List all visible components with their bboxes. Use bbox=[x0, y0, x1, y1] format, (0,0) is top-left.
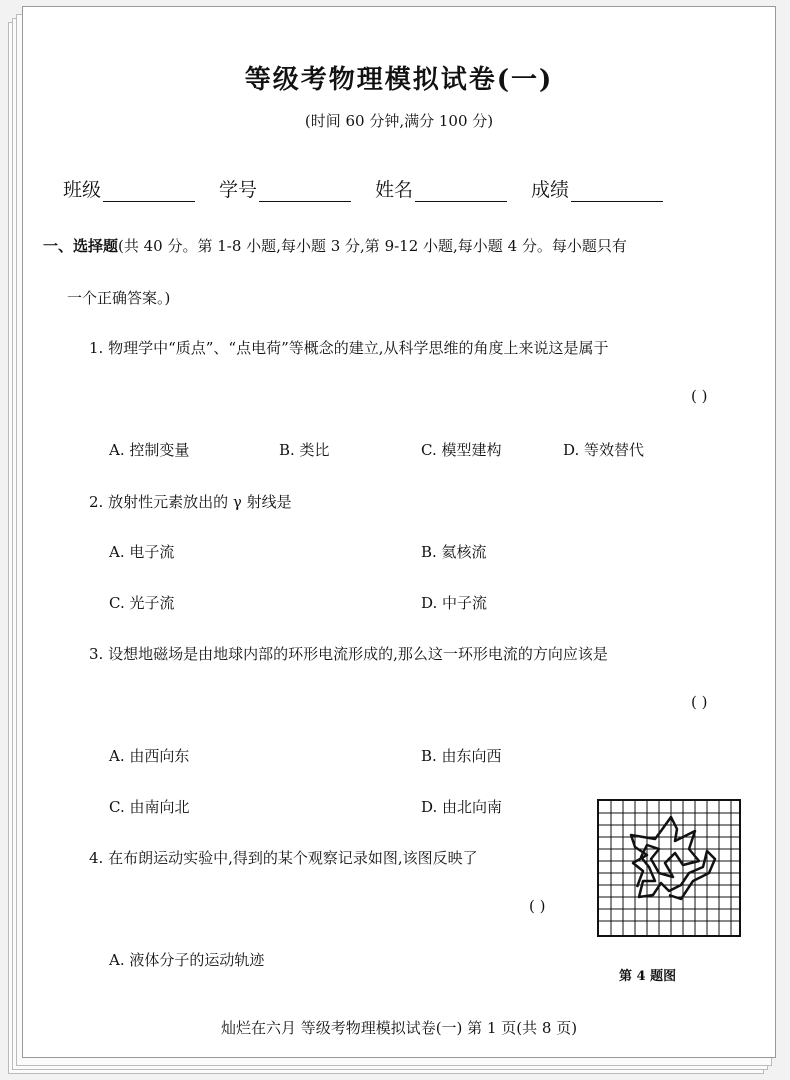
exam-subtitle: (时间 60 分钟,满分 100 分) bbox=[304, 112, 494, 130]
exam-title: 等级考物理模拟试卷(一) bbox=[244, 65, 554, 95]
section-heading: 一、选择题 bbox=[43, 237, 119, 255]
q2-option-b: B. 氦核流 bbox=[421, 543, 487, 561]
q2-option-d: D. 中子流 bbox=[421, 594, 488, 612]
q2-option-c: C. 光子流 bbox=[109, 594, 175, 612]
blank-line bbox=[571, 181, 663, 202]
info-label: 成绩 bbox=[531, 179, 570, 201]
q1-option-c: C. 模型建构 bbox=[421, 441, 502, 459]
section-description-cont: 一个正确答案。) bbox=[67, 289, 171, 307]
question-1-stem: 1. 物理学中“质点”、“点电荷”等概念的建立,从科学思维的角度上来说这是属于 bbox=[89, 339, 609, 357]
question-3-stem: 3. 设想地磁场是由地球内部的环形电流形成的,那么这一环形电流的方向应该是 bbox=[89, 645, 608, 663]
q2-option-a: A. 电子流 bbox=[109, 543, 175, 561]
answer-paren: ( ) bbox=[529, 897, 546, 915]
info-name bbox=[375, 175, 507, 202]
q3-option-c: C. 由南向北 bbox=[109, 798, 190, 816]
answer-paren: ( ) bbox=[691, 693, 708, 711]
exam-page bbox=[22, 6, 776, 1058]
q3-option-a: A. 由西向东 bbox=[109, 747, 190, 765]
grid-plot bbox=[599, 801, 739, 935]
answer-paren: ( ) bbox=[691, 387, 708, 405]
q3-option-d: D. 由北向南 bbox=[421, 798, 503, 816]
figure-caption: 第 4 题图 bbox=[619, 969, 677, 984]
blank-line bbox=[259, 181, 351, 202]
brownian-path bbox=[631, 817, 715, 899]
q4-option-a: A. 液体分子的运动轨迹 bbox=[109, 951, 265, 969]
info-label: 学号 bbox=[219, 179, 258, 201]
page-footer: 灿烂在六月 等级考物理模拟试卷(一) 第 1 页(共 8 页) bbox=[220, 1019, 578, 1037]
info-class bbox=[63, 175, 195, 202]
question-4-stem: 4. 在布朗运动实验中,得到的某个观察记录如图,该图反映了 bbox=[89, 849, 478, 867]
info-student-id bbox=[219, 175, 351, 202]
student-info-row bbox=[63, 175, 687, 202]
q1-option-a: A. 控制变量 bbox=[109, 441, 190, 459]
question-2-stem: 2. 放射性元素放出的 γ 射线是 bbox=[89, 493, 292, 511]
blank-line bbox=[415, 181, 507, 202]
section-description: (共 40 分。第 1-8 小题,每小题 3 分,第 9-12 小题,每小题 4 分。每小题只有 bbox=[118, 237, 627, 255]
brownian-motion-figure bbox=[597, 799, 741, 937]
info-score bbox=[531, 175, 663, 202]
q3-option-b: B. 由东向西 bbox=[421, 747, 502, 765]
blank-line bbox=[103, 181, 195, 202]
info-label: 班级 bbox=[63, 179, 102, 201]
q1-option-b: B. 类比 bbox=[279, 441, 330, 459]
q1-option-d: D. 等效替代 bbox=[563, 441, 645, 459]
section-header bbox=[43, 235, 627, 256]
info-label: 姓名 bbox=[375, 179, 414, 201]
